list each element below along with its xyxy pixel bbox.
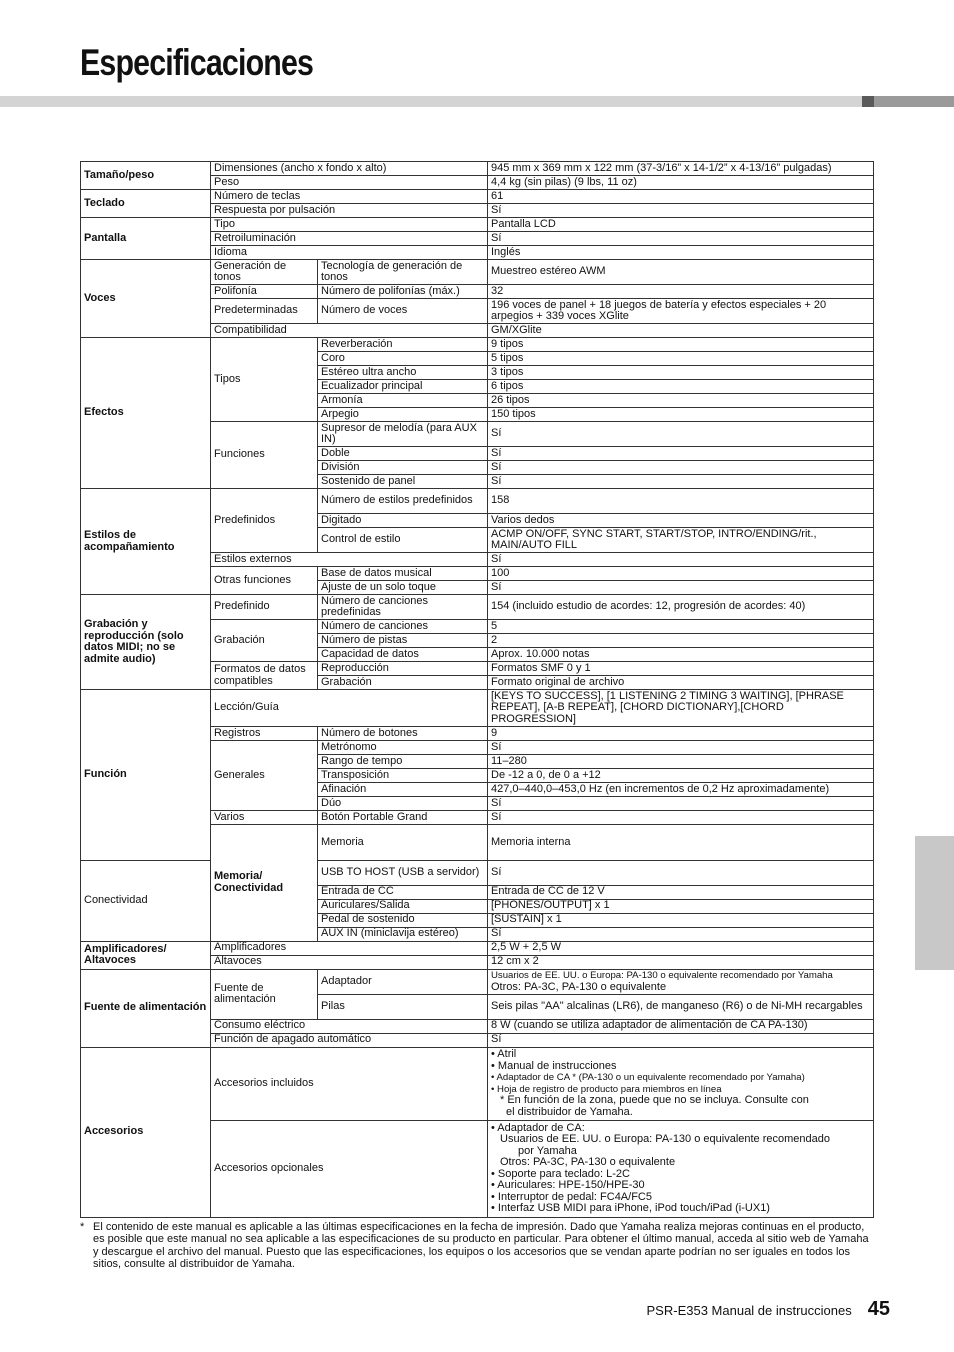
label-cell: Peso xyxy=(211,176,488,190)
label-cell: Amplificadores xyxy=(211,941,488,955)
value-cell: 8 W (cuando se utiliza adaptador de alimentación de CA PA-130) xyxy=(488,1019,874,1033)
category-cell: Estilos de acompañamiento xyxy=(81,489,211,595)
value-cell: Sí xyxy=(488,447,874,461)
value-cell: Sí xyxy=(488,553,874,567)
category-cell: Tamaño/peso xyxy=(81,162,211,190)
list-item: • Manual de instrucciones xyxy=(491,1059,617,1072)
sublabel-cell: Memoria interna xyxy=(488,825,874,861)
label-cell: Grabación xyxy=(211,620,318,662)
category-cell: Accesorios xyxy=(81,1047,211,1217)
value-cell: Seis pilas "AA" alcalinas (LR6), de manganeso (R6) o de Ni-MH recargables xyxy=(488,994,874,1019)
category-cell: Teclado xyxy=(81,190,211,218)
label-cell: Otras funciones xyxy=(211,567,318,595)
sublabel-cell: Reverberación xyxy=(318,338,488,352)
sublabel-cell: Transposición xyxy=(318,769,488,783)
title-rule-accent xyxy=(862,96,874,107)
value-cell: ACMP ON/OFF, SYNC START, START/STOP, INTRO/ENDING/rit., MAIN/AUTO FILL xyxy=(488,528,874,553)
value-cell: Formato original de archivo xyxy=(488,676,874,690)
label-cell: Compatibilidad xyxy=(211,324,488,338)
sublabel-cell: Arpegio xyxy=(318,408,488,422)
sublabel-cell: Doble xyxy=(318,447,488,461)
sublabel-cell: Adaptador xyxy=(318,969,488,994)
value-cell: Inglés xyxy=(488,246,874,260)
value-cell: 100 xyxy=(488,567,874,581)
sublabel-cell: Dúo xyxy=(318,797,488,811)
category-cell: Memoria/ Conectividad xyxy=(211,825,318,942)
value-cell: 12 cm x 2 xyxy=(488,955,874,969)
value-cell: [SUSTAIN] x 1 xyxy=(488,913,874,927)
page-footer xyxy=(647,1298,890,1321)
label-cell: Dimensiones (ancho x fondo x alto) xyxy=(211,162,488,176)
value-cell: 5 tipos xyxy=(488,352,874,366)
list-item-note: el distribuidor de Yamaha. xyxy=(506,1105,633,1118)
sublabel-cell: Número de botones xyxy=(318,727,488,741)
value-cell: 4,4 kg (sin pilas) (9 lbs, 11 oz) xyxy=(488,176,874,190)
value-cell: 2,5 W + 2,5 W xyxy=(488,941,874,955)
label-cell: Estilos externos xyxy=(211,553,488,567)
sublabel-cell: Reproducción xyxy=(318,662,488,676)
sublabel-cell: Sostenido de panel xyxy=(318,475,488,489)
value-cell: 61 xyxy=(488,190,874,204)
value-line: Otros: PA-3C, PA-130 o equivalente xyxy=(491,980,667,993)
category-cell: Efectos xyxy=(81,338,211,489)
list-item: • Atril xyxy=(491,1048,517,1060)
value-cell xyxy=(488,1120,874,1217)
list-item: • Adaptador de CA: xyxy=(491,1121,585,1134)
sublabel-cell: Auriculares/Salida xyxy=(318,899,488,913)
table-row xyxy=(81,260,874,285)
sublabel-cell: Número de estilos predefinidos xyxy=(318,489,488,514)
value-cell: Sí xyxy=(488,232,874,246)
category-cell: Voces xyxy=(81,260,211,338)
value-cell: 9 xyxy=(488,727,874,741)
sublabel-cell: Entrada de CC xyxy=(318,885,488,899)
label-cell: Idioma xyxy=(211,246,488,260)
value-cell: Muestreo estéreo AWM xyxy=(488,260,874,285)
sublabel-cell: Ecualizador principal xyxy=(318,380,488,394)
label-cell: Función de apagado automático xyxy=(211,1033,488,1047)
value-cell: 3 tipos xyxy=(488,366,874,380)
category-cell: Pantalla xyxy=(81,218,211,260)
sublabel-cell: Estéreo ultra ancho xyxy=(318,366,488,380)
label-cell: Predefinidos xyxy=(211,489,318,553)
value-cell: Sí xyxy=(488,422,874,447)
category-cell: Fuente de alimentación xyxy=(81,969,211,1047)
label-cell: Consumo eléctrico xyxy=(211,1019,488,1033)
label-cell: Retroiluminación xyxy=(211,232,488,246)
label-cell: Número de teclas xyxy=(211,190,488,204)
page-title: Especificaciones xyxy=(80,42,314,83)
table-row xyxy=(81,162,874,176)
value-cell: 5 xyxy=(488,620,874,634)
sublabel-cell: AUX IN (miniclavija estéreo) xyxy=(318,927,488,941)
label-cell: Lección/Guía xyxy=(211,690,488,727)
list-item: Usuarios de EE. UU. o Europa: PA-130 o equivalente recomendado xyxy=(500,1133,830,1145)
label-cell: Memoria xyxy=(318,825,488,861)
value-cell xyxy=(488,969,874,994)
value-cell: 427,0–440,0–453,0 Hz (en incrementos de 0,2 Hz aproximadamente) xyxy=(488,783,874,797)
sublabel-cell: Base de datos musical xyxy=(318,567,488,581)
sublabel-cell: Control de estilo xyxy=(318,528,488,553)
sublabel-cell: Metrónomo xyxy=(318,741,488,755)
value-cell: Sí xyxy=(488,204,874,218)
value-cell: 150 tipos xyxy=(488,408,874,422)
sublabel-cell: Número de voces xyxy=(318,299,488,324)
value-cell: 158 xyxy=(488,489,874,514)
category-cell: Grabación y reproducción (solo datos MIDI; no se admite audio) xyxy=(81,595,211,690)
label-cell: Generación de tonos xyxy=(211,260,318,285)
list-item: • Hoja de registro de producto para miembros en línea xyxy=(491,1083,722,1095)
value-cell: [PHONES/OUTPUT] x 1 xyxy=(488,899,874,913)
label-cell: Predeterminadas xyxy=(211,299,318,324)
value-cell: 11–280 xyxy=(488,755,874,769)
label-cell: Tipo xyxy=(211,218,488,232)
label-cell: Conectividad xyxy=(81,860,211,941)
footnote-text: El contenido de este manual es aplicable a las últimas especificaciones en la fecha de impresión. Dado que Yamaha realiza mejoras continuas en el producto, es posible que este manual no sea aplicable a las especificaciones de su producto en particular. Para obtener el último manual, acceda al sitio web de Yamaha y descargue el archivo del manual. Puesto que las especificaciones, los equipos o los accesorios que se vendan aparte podrían no ser iguales en todos los sitios, consulte al distribuidor de Yamaha. xyxy=(93,1221,869,1270)
label-cell: Polifonía xyxy=(211,285,318,299)
sublabel-cell: USB TO HOST (USB a servidor) xyxy=(318,860,488,885)
label-cell: Accesorios opcionales xyxy=(211,1120,488,1217)
value-cell: Sí xyxy=(488,860,874,885)
sublabel-cell: Capacidad de datos xyxy=(318,648,488,662)
sublabel-cell: Digitado xyxy=(318,514,488,528)
label-cell: Registros xyxy=(211,727,318,741)
value-cell: Sí xyxy=(488,797,874,811)
value-cell: 154 (incluido estudio de acordes: 12, progresión de acordes: 40) xyxy=(488,595,874,620)
spec-table xyxy=(80,161,874,1218)
footnote-mark: * xyxy=(80,1221,85,1233)
table-row xyxy=(81,489,874,514)
label-cell: Respuesta por pulsación xyxy=(211,204,488,218)
table-row xyxy=(81,690,874,727)
page-number: 45 xyxy=(867,1298,890,1320)
value-cell: 32 xyxy=(488,285,874,299)
list-item: • Interfaz USB MIDI para iPhone, iPod touch/iPad (i-UX1) xyxy=(491,1202,770,1214)
table-row xyxy=(81,338,874,352)
footnote xyxy=(80,1221,873,1270)
list-item: Otros: PA-3C, PA-130 o equivalente xyxy=(500,1156,676,1168)
sublabel-cell: Número de pistas xyxy=(318,634,488,648)
value-cell: GM/XGlite xyxy=(488,324,874,338)
sublabel-cell: Grabación xyxy=(318,676,488,690)
title-rule-tab xyxy=(874,96,954,107)
label-cell: Accesorios incluidos xyxy=(211,1047,488,1120)
table-row xyxy=(81,941,874,955)
label-cell: Predefinido xyxy=(211,595,318,620)
value-cell: Entrada de CC de 12 V xyxy=(488,885,874,899)
value-cell xyxy=(488,1047,874,1120)
title-rule xyxy=(0,96,954,107)
table-row xyxy=(81,190,874,204)
table-row xyxy=(81,860,874,885)
sublabel-cell: Número de canciones predefinidas xyxy=(318,595,488,620)
value-cell: 196 voces de panel + 18 juegos de batería y efectos especiales + 20 arpegios + 339 voces XGlite xyxy=(488,299,874,324)
value-cell: Sí xyxy=(488,581,874,595)
value-cell: Sí xyxy=(488,461,874,475)
value-line: Usuarios de EE. UU. o Europa: PA-130 o equivalente recomendado por Yamaha xyxy=(491,970,833,981)
list-item: • Auriculares: HPE-150/HPE-30 xyxy=(491,1179,645,1191)
value-cell: Varios dedos xyxy=(488,514,874,528)
table-row xyxy=(81,218,874,232)
table-row xyxy=(81,595,874,620)
sublabel-cell: Tecnología de generación de tonos xyxy=(318,260,488,285)
value-cell: Aprox. 10.000 notas xyxy=(488,648,874,662)
value-cell: De -12 a 0, de 0 a +12 xyxy=(488,769,874,783)
table-row xyxy=(81,969,874,994)
value-cell: [KEYS TO SUCCESS], [1 LISTENING 2 TIMING 3 WAITING], [PHRASE REPEAT], [A-B REPEAT], [CHORD DICTIONARY],[CHORD PROGRESSION] xyxy=(488,690,874,727)
sublabel-cell: Ajuste de un solo toque xyxy=(318,581,488,595)
value-cell: 945 mm x 369 mm x 122 mm (37-3/16” x 14-1/2” x 4-13/16” pulgadas) xyxy=(488,162,874,176)
sublabel-cell: Afinación xyxy=(318,783,488,797)
value-cell: Sí xyxy=(488,1033,874,1047)
label-cell: Formatos de datos compatibles xyxy=(211,662,318,690)
sublabel-cell: Rango de tempo xyxy=(318,755,488,769)
value-cell: 9 tipos xyxy=(488,338,874,352)
value-cell: Sí xyxy=(488,811,874,825)
label-cell: Generales xyxy=(211,741,318,811)
label-cell: Varios xyxy=(211,811,318,825)
list-item-note: * En función de la zona, puede que no se incluya. Consulte con xyxy=(500,1094,809,1106)
label-cell: Fuente de alimentación xyxy=(211,969,318,1019)
label-cell: Funciones xyxy=(211,422,318,489)
value-cell: 2 xyxy=(488,634,874,648)
sublabel-cell: Número de polifonías (máx.) xyxy=(318,285,488,299)
list-item: • Soporte para teclado: L-2C xyxy=(491,1167,630,1180)
sublabel-cell: Botón Portable Grand xyxy=(318,811,488,825)
value-cell: 6 tipos xyxy=(488,380,874,394)
value-cell: Sí xyxy=(488,741,874,755)
side-tab-marker xyxy=(915,836,954,970)
sublabel-cell: Armonía xyxy=(318,394,488,408)
manual-name: PSR-E353 Manual de instrucciones xyxy=(646,1303,852,1318)
list-item: por Yamaha xyxy=(518,1144,577,1157)
value-cell: Sí xyxy=(488,927,874,941)
sublabel-cell: Supresor de melodía (para AUX IN) xyxy=(318,422,488,447)
sublabel-cell: División xyxy=(318,461,488,475)
value-cell: Sí xyxy=(488,475,874,489)
sublabel-cell: Pedal de sostenido xyxy=(318,913,488,927)
label-cell: Tipos xyxy=(211,338,318,422)
category-cell: Función xyxy=(81,690,211,861)
value-cell: Pantalla LCD xyxy=(488,218,874,232)
sublabel-cell: Coro xyxy=(318,352,488,366)
value-cell: Formatos SMF 0 y 1 xyxy=(488,662,874,676)
list-item: • Interruptor de pedal: FC4A/FC5 xyxy=(491,1190,652,1203)
sublabel-cell: Número de canciones xyxy=(318,620,488,634)
table-row xyxy=(81,1047,874,1120)
value-cell: 26 tipos xyxy=(488,394,874,408)
sublabel-cell: Pilas xyxy=(318,994,488,1019)
label-cell: Altavoces xyxy=(211,955,488,969)
category-cell: Amplificadores/ Altavoces xyxy=(81,941,211,969)
list-item: • Adaptador de CA * (PA-130 o un equivalente recomendado por Yamaha) xyxy=(491,1072,805,1083)
